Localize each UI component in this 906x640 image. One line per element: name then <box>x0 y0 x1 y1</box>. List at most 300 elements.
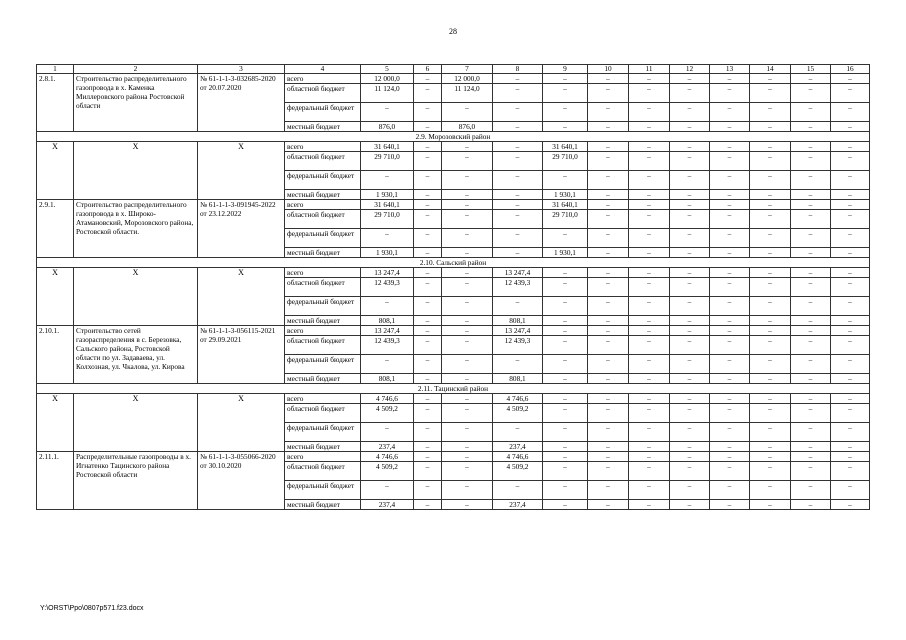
amount-cell: – <box>831 171 870 190</box>
amount-cell: – <box>750 84 791 103</box>
district-heading: 2.9. Морозовский район <box>37 132 870 142</box>
amount-cell: 12 000,0 <box>442 74 493 84</box>
amount-cell: – <box>543 278 588 297</box>
amount-cell: – <box>710 171 750 190</box>
amount-cell: – <box>493 355 543 374</box>
amount-cell: – <box>493 152 543 171</box>
column-number: 6 <box>414 65 442 74</box>
amount-cell: – <box>442 297 493 316</box>
amount-cell: – <box>442 210 493 229</box>
amount-cell: 11 124,0 <box>361 84 414 103</box>
amount-cell: – <box>442 268 493 278</box>
amount-cell: – <box>791 326 831 336</box>
amount-cell: – <box>414 210 442 229</box>
object-number: 2.11.1. <box>37 452 74 510</box>
amount-cell: – <box>791 404 831 423</box>
amount-cell: – <box>629 229 670 248</box>
amount-cell: 876,0 <box>361 122 414 132</box>
amount-cell: – <box>831 190 870 200</box>
amount-cell: – <box>543 268 588 278</box>
total-marker-x: Х <box>74 268 198 326</box>
amount-cell: 808,1 <box>361 316 414 326</box>
amount-cell: – <box>629 103 670 122</box>
amount-cell: – <box>414 74 442 84</box>
amount-cell: – <box>442 142 493 152</box>
amount-cell: 29 710,0 <box>543 152 588 171</box>
amount-cell: – <box>791 268 831 278</box>
expertise-document: № 61-1-1-3-055066-2020 от 30.10.2020 <box>198 452 285 510</box>
amount-cell: – <box>442 326 493 336</box>
amount-cell: – <box>493 74 543 84</box>
amount-cell: – <box>750 152 791 171</box>
column-number: 7 <box>442 65 493 74</box>
object-number: 2.9.1. <box>37 200 74 258</box>
object-number: 2.10.1. <box>37 326 74 384</box>
amount-cell: – <box>588 74 629 84</box>
amount-cell: – <box>670 74 710 84</box>
amount-cell: – <box>588 462 629 481</box>
budget-source-label: областной бюджет <box>285 84 361 103</box>
amount-cell: – <box>710 355 750 374</box>
amount-cell: – <box>588 297 629 316</box>
budget-source-label: местный бюджет <box>285 374 361 384</box>
amount-cell: – <box>750 210 791 229</box>
amount-cell: – <box>791 297 831 316</box>
amount-cell: – <box>414 326 442 336</box>
budget-source-label: местный бюджет <box>285 500 361 510</box>
amount-cell: – <box>750 171 791 190</box>
amount-cell: 29 710,0 <box>361 210 414 229</box>
amount-cell: – <box>629 500 670 510</box>
amount-cell: – <box>670 122 710 132</box>
amount-cell: – <box>543 462 588 481</box>
amount-cell: – <box>831 374 870 384</box>
amount-cell: – <box>831 74 870 84</box>
amount-cell: – <box>442 404 493 423</box>
total-marker-x: Х <box>74 394 198 452</box>
amount-cell: – <box>750 248 791 258</box>
amount-cell: 808,1 <box>493 374 543 384</box>
column-numbers-row <box>37 65 870 74</box>
amount-cell: 13 247,4 <box>361 326 414 336</box>
column-number: 4 <box>285 65 361 74</box>
amount-cell: – <box>588 210 629 229</box>
amount-cell: 31 640,1 <box>361 142 414 152</box>
amount-cell: – <box>750 229 791 248</box>
amount-cell: – <box>414 229 442 248</box>
amount-cell: – <box>831 355 870 374</box>
amount-cell: – <box>361 481 414 500</box>
amount-cell: – <box>361 355 414 374</box>
amount-cell: – <box>543 500 588 510</box>
amount-cell: 12 439,3 <box>361 336 414 355</box>
budget-source-label: федеральный бюджет <box>285 355 361 374</box>
amount-cell: 12 000,0 <box>361 74 414 84</box>
amount-cell: 29 710,0 <box>543 210 588 229</box>
amount-cell: – <box>543 442 588 452</box>
amount-cell: – <box>670 326 710 336</box>
amount-cell: 876,0 <box>442 122 493 132</box>
amount-cell: – <box>710 336 750 355</box>
amount-cell: – <box>414 268 442 278</box>
amount-cell: – <box>543 452 588 462</box>
amount-cell: – <box>493 200 543 210</box>
amount-cell: – <box>750 326 791 336</box>
amount-cell: – <box>831 481 870 500</box>
amount-cell: – <box>442 316 493 326</box>
amount-cell: – <box>414 404 442 423</box>
amount-cell: 12 439,3 <box>361 278 414 297</box>
column-number: 1 <box>37 65 74 74</box>
amount-cell: 29 710,0 <box>361 152 414 171</box>
amount-cell: – <box>414 500 442 510</box>
amount-cell: – <box>791 171 831 190</box>
amount-cell: – <box>831 326 870 336</box>
amount-cell: – <box>710 84 750 103</box>
amount-cell: – <box>414 316 442 326</box>
amount-cell: – <box>750 200 791 210</box>
object-row <box>37 200 870 210</box>
amount-cell: – <box>442 452 493 462</box>
total-marker-x: Х <box>37 142 74 200</box>
amount-cell: – <box>831 248 870 258</box>
amount-cell: – <box>588 442 629 452</box>
budget-source-label: всего <box>285 74 361 84</box>
amount-cell: – <box>414 278 442 297</box>
amount-cell: – <box>831 423 870 442</box>
amount-cell: – <box>493 171 543 190</box>
expertise-document: № 61-1-1-3-032685-2020 от 20.07.2020 <box>198 74 285 132</box>
amount-cell: – <box>791 122 831 132</box>
amount-cell: – <box>710 481 750 500</box>
amount-cell: – <box>629 210 670 229</box>
amount-cell: – <box>414 142 442 152</box>
amount-cell: – <box>629 248 670 258</box>
amount-cell: – <box>831 103 870 122</box>
district-total-row <box>37 142 870 152</box>
district-heading: 2.10. Сальский район <box>37 258 870 268</box>
object-name: Строительство распределительного газопровода в х. Широко-Атамановский, Морозовского района, Ростовской области. <box>74 200 198 258</box>
amount-cell: – <box>710 122 750 132</box>
amount-cell: – <box>710 248 750 258</box>
amount-cell: – <box>543 326 588 336</box>
amount-cell: – <box>670 152 710 171</box>
column-number: 2 <box>74 65 198 74</box>
amount-cell: – <box>442 423 493 442</box>
object-name: Распределительные газопроводы в х. Игнатенко Тацинского района Ростовской области <box>74 452 198 510</box>
amount-cell: – <box>588 229 629 248</box>
amount-cell: – <box>670 200 710 210</box>
amount-cell: – <box>442 171 493 190</box>
amount-cell: – <box>588 268 629 278</box>
amount-cell: – <box>791 103 831 122</box>
amount-cell: – <box>710 210 750 229</box>
amount-cell: – <box>493 122 543 132</box>
amount-cell: – <box>670 423 710 442</box>
amount-cell: – <box>442 462 493 481</box>
amount-cell: 31 640,1 <box>361 200 414 210</box>
budget-source-label: всего <box>285 268 361 278</box>
amount-cell: – <box>750 452 791 462</box>
expertise-document: № 61-1-1-3-056115-2021 от 29.09.2021 <box>198 326 285 384</box>
amount-cell: – <box>670 452 710 462</box>
amount-cell: – <box>414 248 442 258</box>
amount-cell: – <box>629 462 670 481</box>
amount-cell: – <box>791 200 831 210</box>
amount-cell: 12 439,3 <box>493 336 543 355</box>
amount-cell: – <box>493 248 543 258</box>
amount-cell: – <box>750 374 791 384</box>
amount-cell: – <box>791 374 831 384</box>
amount-cell: – <box>588 316 629 326</box>
amount-cell: – <box>442 103 493 122</box>
amount-cell: – <box>442 442 493 452</box>
amount-cell: – <box>588 171 629 190</box>
amount-cell: – <box>361 297 414 316</box>
amount-cell: – <box>670 394 710 404</box>
amount-cell: 1 930,1 <box>543 248 588 258</box>
amount-cell: – <box>414 423 442 442</box>
amount-cell: – <box>442 200 493 210</box>
object-row <box>37 452 870 462</box>
amount-cell: – <box>791 84 831 103</box>
amount-cell: – <box>670 190 710 200</box>
amount-cell: – <box>791 74 831 84</box>
amount-cell: – <box>442 229 493 248</box>
amount-cell: – <box>791 394 831 404</box>
amount-cell: – <box>543 297 588 316</box>
amount-cell: 237,4 <box>361 442 414 452</box>
amount-cell: – <box>670 210 710 229</box>
amount-cell: – <box>629 374 670 384</box>
amount-cell: – <box>670 103 710 122</box>
budget-source-label: всего <box>285 452 361 462</box>
amount-cell: – <box>588 142 629 152</box>
amount-cell: – <box>629 481 670 500</box>
object-name: Строительство распределительного газопровода в х. Каменка Миллеровского района Ростовской области <box>74 74 198 132</box>
amount-cell: – <box>493 210 543 229</box>
amount-cell: – <box>414 442 442 452</box>
amount-cell: – <box>791 423 831 442</box>
amount-cell: – <box>414 152 442 171</box>
total-marker-x: Х <box>37 394 74 452</box>
amount-cell: – <box>750 122 791 132</box>
amount-cell: – <box>442 336 493 355</box>
amount-cell: – <box>414 452 442 462</box>
column-number: 5 <box>361 65 414 74</box>
amount-cell: – <box>831 336 870 355</box>
amount-cell: – <box>629 394 670 404</box>
amount-cell: – <box>710 374 750 384</box>
amount-cell: – <box>588 336 629 355</box>
amount-cell: – <box>588 278 629 297</box>
amount-cell: – <box>831 452 870 462</box>
amount-cell: – <box>710 326 750 336</box>
amount-cell: 4 746,6 <box>361 394 414 404</box>
amount-cell: – <box>710 462 750 481</box>
amount-cell: – <box>629 452 670 462</box>
amount-cell: 808,1 <box>493 316 543 326</box>
budget-source-label: областной бюджет <box>285 278 361 297</box>
budget-source-label: областной бюджет <box>285 210 361 229</box>
amount-cell: – <box>414 103 442 122</box>
amount-cell: – <box>831 316 870 326</box>
amount-cell: – <box>670 481 710 500</box>
column-number: 9 <box>543 65 588 74</box>
amount-cell: – <box>750 297 791 316</box>
district-heading-row <box>37 132 870 142</box>
amount-cell: – <box>414 171 442 190</box>
object-row <box>37 74 870 84</box>
amount-cell: – <box>629 336 670 355</box>
amount-cell: – <box>442 355 493 374</box>
budget-source-label: местный бюджет <box>285 316 361 326</box>
district-total-row <box>37 394 870 404</box>
budget-source-label: федеральный бюджет <box>285 171 361 190</box>
amount-cell: – <box>750 316 791 326</box>
amount-cell: – <box>831 500 870 510</box>
amount-cell: 4 746,6 <box>493 452 543 462</box>
amount-cell: – <box>791 190 831 200</box>
budget-source-label: федеральный бюджет <box>285 481 361 500</box>
object-name: Строительство сетей газораспределения в с. Березовка, Сальского района, Ростовской области по ул. Задаваева, ул. Колхозная, ул. Чкалова, ул. Кирова <box>74 326 198 384</box>
amount-cell: – <box>791 229 831 248</box>
amount-cell: – <box>750 500 791 510</box>
amount-cell: 237,4 <box>493 500 543 510</box>
amount-cell: 31 640,1 <box>543 200 588 210</box>
amount-cell: – <box>588 200 629 210</box>
amount-cell: – <box>543 336 588 355</box>
amount-cell: – <box>414 374 442 384</box>
amount-cell: – <box>629 442 670 452</box>
column-number: 14 <box>750 65 791 74</box>
amount-cell: – <box>791 500 831 510</box>
amount-cell: – <box>750 481 791 500</box>
column-number: 16 <box>831 65 870 74</box>
financing-table <box>36 64 870 510</box>
budget-source-label: областной бюджет <box>285 336 361 355</box>
amount-cell: – <box>543 394 588 404</box>
amount-cell: – <box>831 229 870 248</box>
amount-cell: – <box>831 404 870 423</box>
amount-cell: – <box>791 452 831 462</box>
budget-source-label: всего <box>285 326 361 336</box>
amount-cell: – <box>588 404 629 423</box>
amount-cell: – <box>831 142 870 152</box>
amount-cell: – <box>543 316 588 326</box>
amount-cell: – <box>588 355 629 374</box>
amount-cell: – <box>442 500 493 510</box>
amount-cell: – <box>629 122 670 132</box>
amount-cell: – <box>442 374 493 384</box>
amount-cell: – <box>588 84 629 103</box>
amount-cell: – <box>414 297 442 316</box>
amount-cell: 4 509,2 <box>361 462 414 481</box>
budget-source-label: областной бюджет <box>285 462 361 481</box>
amount-cell: 1 930,1 <box>361 248 414 258</box>
amount-cell: – <box>710 442 750 452</box>
amount-cell: – <box>670 316 710 326</box>
amount-cell: – <box>588 248 629 258</box>
amount-cell: – <box>442 278 493 297</box>
amount-cell: – <box>543 481 588 500</box>
amount-cell: – <box>414 84 442 103</box>
amount-cell: – <box>588 103 629 122</box>
amount-cell: – <box>670 229 710 248</box>
amount-cell: – <box>588 190 629 200</box>
file-path-footer: Y:\ORST\Ppo\0807p571.f23.docx <box>40 605 144 612</box>
amount-cell: – <box>543 171 588 190</box>
amount-cell: – <box>670 268 710 278</box>
amount-cell: 4 509,2 <box>493 462 543 481</box>
amount-cell: – <box>414 336 442 355</box>
amount-cell: – <box>629 404 670 423</box>
amount-cell: – <box>831 210 870 229</box>
amount-cell: – <box>414 122 442 132</box>
amount-cell: 237,4 <box>361 500 414 510</box>
amount-cell: – <box>414 481 442 500</box>
amount-cell: – <box>750 423 791 442</box>
budget-source-label: федеральный бюджет <box>285 103 361 122</box>
amount-cell: – <box>750 404 791 423</box>
amount-cell: 1 930,1 <box>543 190 588 200</box>
amount-cell: – <box>414 355 442 374</box>
budget-source-label: федеральный бюджет <box>285 297 361 316</box>
amount-cell: – <box>414 394 442 404</box>
amount-cell: – <box>710 452 750 462</box>
district-heading-row <box>37 384 870 394</box>
amount-cell: – <box>750 190 791 200</box>
amount-cell: – <box>791 152 831 171</box>
amount-cell: – <box>750 442 791 452</box>
amount-cell: – <box>670 404 710 423</box>
amount-cell: – <box>670 297 710 316</box>
amount-cell: – <box>361 103 414 122</box>
amount-cell: – <box>750 103 791 122</box>
amount-cell: – <box>629 355 670 374</box>
amount-cell: – <box>710 200 750 210</box>
amount-cell: – <box>791 248 831 258</box>
budget-source-label: областной бюджет <box>285 152 361 171</box>
amount-cell: – <box>791 336 831 355</box>
amount-cell: 31 640,1 <box>543 142 588 152</box>
amount-cell: – <box>670 171 710 190</box>
amount-cell: – <box>629 84 670 103</box>
total-marker-x: Х <box>198 268 285 326</box>
amount-cell: – <box>493 103 543 122</box>
amount-cell: – <box>831 200 870 210</box>
amount-cell: – <box>831 297 870 316</box>
amount-cell: – <box>670 336 710 355</box>
amount-cell: – <box>361 423 414 442</box>
amount-cell: – <box>791 278 831 297</box>
amount-cell: – <box>831 268 870 278</box>
amount-cell: – <box>588 423 629 442</box>
amount-cell: – <box>710 316 750 326</box>
amount-cell: – <box>831 278 870 297</box>
amount-cell: – <box>588 374 629 384</box>
budget-source-label: федеральный бюджет <box>285 229 361 248</box>
amount-cell: – <box>670 462 710 481</box>
amount-cell: – <box>710 268 750 278</box>
amount-cell: 11 124,0 <box>442 84 493 103</box>
amount-cell: – <box>414 190 442 200</box>
amount-cell: – <box>629 190 670 200</box>
amount-cell: 4 746,6 <box>493 394 543 404</box>
district-heading: 2.11. Тацинский район <box>37 384 870 394</box>
amount-cell: – <box>543 355 588 374</box>
amount-cell: – <box>588 500 629 510</box>
